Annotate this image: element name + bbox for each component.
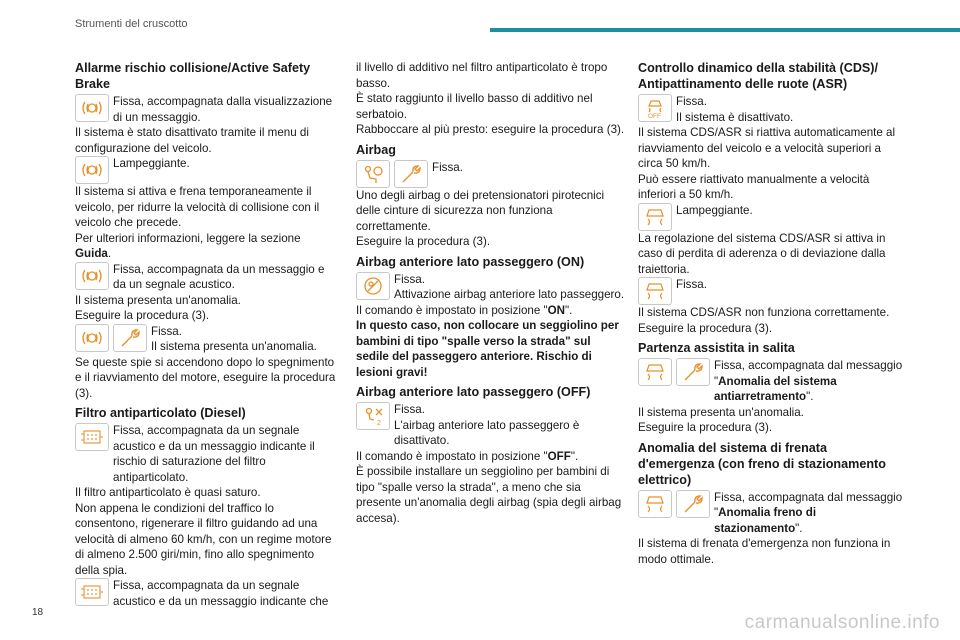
item-text	[394, 272, 626, 303]
header-title: Strumenti del cruscotto	[75, 18, 188, 30]
item-text	[676, 277, 903, 293]
text-line: Il sistema CDS/ASR non funziona correttamente.	[638, 306, 890, 319]
text-line: La regolazione del sistema CDS/ASR si attiva in caso di perdita di aderenza o di deviazione dalla traiettoria.	[638, 231, 886, 276]
text-line: Fissa.	[151, 324, 182, 338]
text-line: Fissa, accompagnata da un segnale acustico e da un messaggio indicante che	[113, 579, 329, 608]
indicator-item	[75, 324, 337, 355]
wrench-icon	[676, 358, 710, 386]
text-line: L'airbag anteriore lato passeggero è disattivato.	[394, 418, 580, 447]
text-run: Il comando è impostato in posizione "	[356, 303, 548, 317]
text-line: Eseguire la procedura (3).	[75, 309, 210, 322]
text-line	[714, 358, 903, 405]
indicator-item	[75, 156, 337, 184]
section-heading-aeb: Allarme rischio collisione/Active Safety Brake	[75, 61, 311, 91]
section-heading-hill: Partenza assistita in salita	[638, 341, 795, 355]
text-line: Uno degli airbag o dei pretensionatori pirotecnici delle cinture di sicurezza non funziona correttamente.	[356, 188, 605, 233]
section-heading-airbag: Airbag	[356, 142, 396, 157]
text-line: Fissa.	[394, 403, 425, 416]
text-line: Se queste spie si accendono dopo lo spegnimento e il riavviamento del motore, eseguire la procedura (3).	[75, 355, 336, 400]
column-3	[638, 60, 903, 567]
header-accent-bar	[490, 28, 960, 32]
text-line: il livello di additivo nel filtro antiparticolato è tropo basso.	[356, 61, 608, 90]
text-line: Lampeggiante.	[113, 157, 190, 170]
bold-text: Anomalia del sistema antiarretramento	[714, 374, 837, 403]
collision-warning-icon	[75, 94, 109, 122]
text-line: Il sistema di frenata d'emergenza non funziona in modo ottimale.	[638, 537, 891, 566]
text-line: Il filtro antiparticolato è quasi saturo.	[75, 486, 261, 499]
text-line: Fissa, accompagnata da un messaggio e da un segnale acustico.	[113, 262, 325, 291]
column-1	[75, 60, 337, 609]
warning-text	[356, 318, 626, 380]
text-line: Può essere riattivato manualmente a velocità inferiori a 50 km/h.	[638, 172, 870, 201]
section-heading-cds: Controllo dinamico della stabilità (CDS)/ Antipattinamento delle ruote (ASR)	[638, 61, 879, 91]
text-line: Non appena le condizioni del traffico lo consentono, rigenerare il filtro guidando ad una velocità di almeno 60 km/h, con un regime motore di almeno 2.500 giri/min, fino allo spegnimento della spia.	[75, 501, 332, 577]
indicator-item	[75, 423, 337, 485]
stability-icon	[638, 358, 672, 386]
indicator-item	[638, 203, 903, 231]
wrench-icon	[113, 324, 147, 352]
text-line	[356, 303, 626, 319]
text-line: Eseguire la procedura (3).	[356, 235, 491, 248]
indicator-item	[356, 160, 626, 188]
text-line: Eseguire la procedura (3).	[638, 321, 773, 335]
indicator-item	[638, 277, 903, 305]
text-run: Fissa, accompagnata dal messaggio "	[714, 359, 903, 388]
collision-warning-icon	[75, 324, 109, 352]
svg-text:2: 2	[377, 420, 381, 427]
passenger-airbag-off-icon	[356, 402, 390, 430]
watermark: carmanualsonline.info	[744, 612, 940, 633]
item-text	[676, 203, 903, 219]
text-line: Il sistema è stato disattivato tramite il menu di configurazione del veicolo.	[75, 126, 309, 155]
bold-text: Guida	[75, 247, 108, 260]
off-label: OFF	[648, 113, 661, 119]
text-run: ".	[795, 521, 803, 535]
item-text	[394, 402, 626, 449]
text-run: ".	[565, 303, 573, 317]
text-line: Attivazione airbag anteriore lato passeggero.	[394, 288, 625, 301]
text-line: Fissa, accompagnata dalla visualizzazione di un messaggio.	[113, 95, 333, 124]
text-line: Fissa, accompagnata da un segnale acustico e da un messaggio indicante il rischio di saturazione del filtro antiparticolato.	[113, 424, 315, 484]
airbag-icon	[356, 160, 390, 188]
text-line: Fissa.	[432, 160, 463, 174]
indicator-item	[75, 94, 337, 125]
stability-icon	[638, 277, 672, 305]
section-heading-airbag-on: Airbag anteriore lato passeggero (ON)	[356, 254, 585, 269]
particle-filter-icon	[75, 423, 109, 451]
item-text	[432, 160, 626, 176]
bold-text: In questo caso, non collocare un seggiolino per bambini di tipo "spalle verso la strada" sul sedile del passeggero anteriore. Rischio di lesioni gravi!	[356, 319, 619, 379]
item-text	[676, 94, 903, 125]
text-line: Fissa.	[676, 278, 707, 291]
bold-text: ON	[547, 303, 566, 317]
text-line: È stato raggiunto il livello basso di additivo nel serbatoio.	[356, 92, 593, 121]
indicator-item	[638, 358, 903, 405]
indicator-item	[638, 94, 903, 125]
text-line: Il sistema presenta un'anomalia.	[151, 340, 317, 353]
text-run: ".	[806, 390, 814, 403]
text-line: Rabboccare al più presto: eseguire la procedura (3).	[356, 123, 625, 136]
section-heading-airbag-off: Airbag anteriore lato passeggero (OFF)	[356, 385, 591, 399]
stability-icon	[638, 490, 672, 518]
text-line: Il sistema si attiva e frena temporaneamente il veicolo, per ridurre la velocità di collisione con il veicolo che precede.	[75, 185, 320, 229]
text-line: Eseguire la procedura (3).	[638, 421, 773, 434]
column-2	[356, 60, 626, 526]
text-run: Per ulteriori informazioni, leggere la sezione	[75, 231, 301, 245]
indicator-item	[638, 490, 903, 537]
page-number: 18	[32, 607, 44, 618]
collision-warning-icon	[75, 156, 109, 184]
indicator-item	[356, 272, 626, 303]
text-line: Fissa.	[394, 272, 425, 286]
text-line: Il sistema presenta un'anomalia.	[75, 293, 241, 307]
collision-warning-icon	[75, 262, 109, 290]
text-line: Il sistema CDS/ASR si riattiva automaticamente al riavviamento del veicolo e a velocità superiori a circa 50 km/h.	[638, 126, 896, 170]
text-line	[75, 231, 337, 262]
stability-icon	[638, 203, 672, 231]
bold-text: OFF	[547, 449, 571, 463]
indicator-item	[75, 578, 337, 609]
text-run: Il comando è impostato in posizione "	[356, 449, 548, 463]
text-line: Il sistema è disattivato.	[676, 110, 794, 124]
item-text	[151, 324, 337, 355]
text-line	[356, 449, 626, 465]
text-line: È possibile installare un seggiolino per bambini di tipo "spalle verso la strada", a meno che sia presente un'anomalia degli airbag (spia degli airbag accesa).	[356, 465, 622, 525]
text-run: Fissa, accompagnata dal messaggio "	[714, 490, 903, 519]
section-heading-dpf: Filtro antiparticolato (Diesel)	[75, 406, 246, 420]
indicator-item	[356, 402, 626, 449]
text-line	[714, 490, 903, 537]
indicator-item	[75, 262, 337, 293]
text-line: Fissa.	[676, 95, 707, 108]
text-line: Il sistema presenta un'anomalia.	[638, 405, 804, 419]
bold-text: Anomalia freno di stazionamento	[714, 506, 817, 535]
wrench-icon	[676, 490, 710, 518]
text-line: Lampeggiante.	[676, 203, 753, 217]
text-run: ".	[570, 449, 579, 463]
stability-off-icon	[638, 94, 672, 122]
section-heading-brake: Anomalia del sistema di frenata d'emergenza (con freno di stazionamento elettrico)	[638, 440, 886, 487]
text-run: .	[107, 247, 112, 260]
passenger-airbag-on-icon	[356, 272, 390, 300]
wrench-icon	[394, 160, 428, 188]
particle-filter-icon	[75, 578, 109, 606]
